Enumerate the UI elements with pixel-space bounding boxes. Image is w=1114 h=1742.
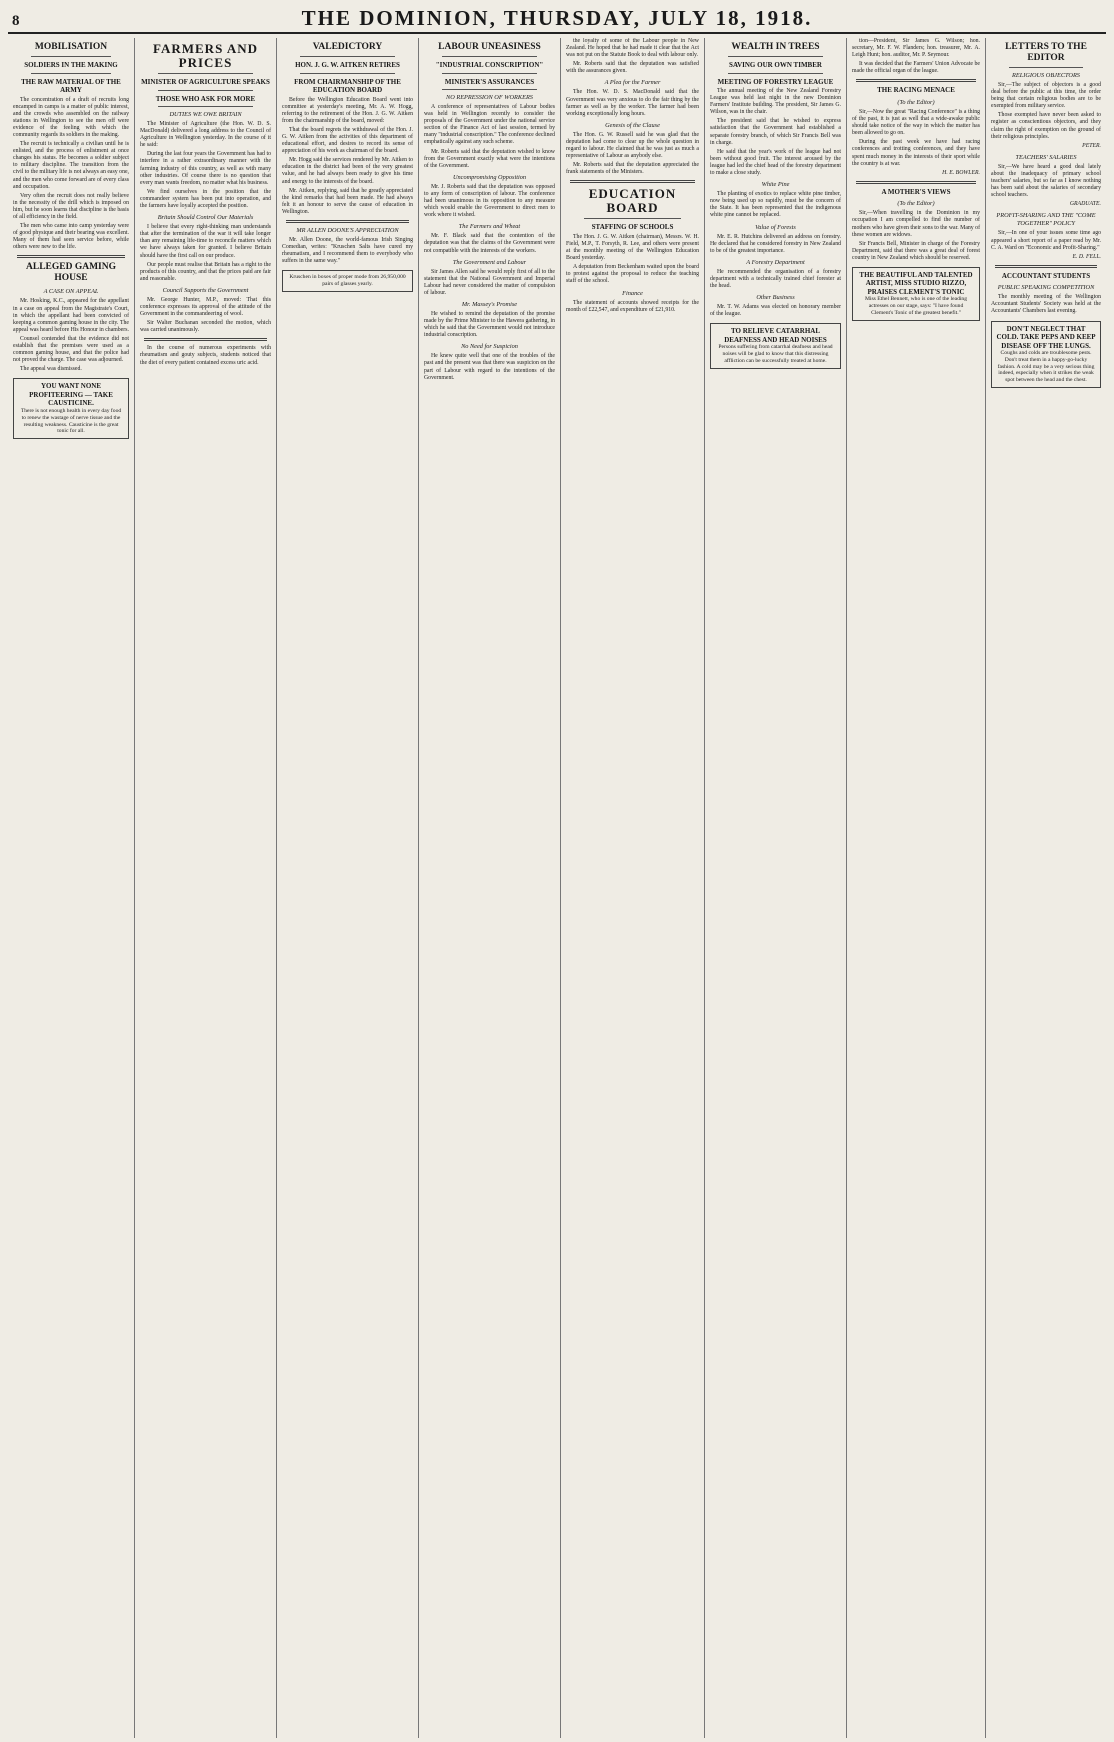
column-3 bbox=[277, 38, 419, 1738]
section-heading: PROFIT-SHARING AND THE "COME TOGETHER" POLICY bbox=[996, 212, 1096, 228]
subhead: SAVING OUR OWN TIMBER bbox=[729, 61, 822, 69]
subhead: (To the Editor) bbox=[897, 200, 935, 208]
advertisement bbox=[852, 267, 980, 321]
section-heading: Finance bbox=[622, 289, 643, 297]
article-paragraph: Mr. Roberts said that the deputation wished to know from the Government exactly what were the intentions of the Government. bbox=[424, 148, 555, 169]
subhead: DUTIES WE OWE BRITAIN bbox=[169, 111, 242, 118]
article-paragraph: I believe that every right-thinking man understands that after the termination of the war it will take longer than any remaining life-time to reconcile matters which we have always taken for granted. I believe Britain should have the first call on our produce. bbox=[140, 224, 271, 259]
advertisement-body: Persons suffering from catarrhal deafness and head noises will be glad to know that this distressing affliction can be successfully treated at home. bbox=[718, 344, 833, 364]
advertisement-body: Miss Ethel Bennett, who is one of the leading actresses on our stage, says: "I have found Clement's Tonic of the greatest benefit." bbox=[864, 296, 968, 317]
article-paragraph: We find ourselves in the position that the commandeer system has been put into operation, and the farmers have loyally accepted the position. bbox=[140, 188, 271, 210]
article-paragraph: The appeal was dismissed. bbox=[20, 366, 82, 373]
article-paragraph: Mr. E. R. Hutchins delivered an address on forestry. He declared that he considered forestry in New Zealand to be of the greatest importance. bbox=[710, 233, 841, 254]
advertisement-body: Kruschen in boxes of proper mode from 26,950,000 pairs of glasses yearly. bbox=[289, 274, 406, 288]
article-paragraph: A conference of representatives of Labour bodies was held in Wellington recently to consider the proposals of the Government under the national service section of the Finance Act of last session, termed by many "industrial conscription." The conference declined emphatically against any such scheme. bbox=[424, 104, 555, 146]
headline-racing-menace: THE RACING MENACE bbox=[877, 86, 955, 95]
subhead: NO REPRESSION OF WORKERS bbox=[446, 94, 533, 101]
article-paragraph: The recruit is technically a civilian until he is enlisted, and the process of enlistment at once changes his status. He becomes a soldier subject to military discipline. The transition from the civil to the military life is not always an easy one, and the men who come forward are of every class and occupation. bbox=[13, 141, 129, 190]
article-paragraph: It was decided that the Farmers' Union Advocate be made the official organ of the league. bbox=[852, 61, 980, 75]
article-paragraph: Mr. J. Roberts said that the deputation was opposed to any form of conscription of labour. The conference had been unanimous in its opposition to any measure which would enable the Government to direct men to work where it wished. bbox=[424, 183, 555, 219]
subhead: MEETING OF FORESTRY LEAGUE bbox=[717, 77, 834, 86]
section-heading: Value of Forests bbox=[755, 223, 796, 231]
headline-farmers-prices: FARMERS AND PRICES bbox=[152, 41, 258, 70]
letter-signature: PETER. bbox=[1082, 142, 1101, 149]
column-7 bbox=[847, 38, 986, 1738]
subhead: HON. J. G. W. AITKEN RETIRES bbox=[295, 61, 400, 69]
letter-signature: GRADUATE. bbox=[1069, 201, 1101, 208]
headline-education-board: EDUCATION BOARD bbox=[588, 186, 677, 216]
article-paragraph: Sir Walter Buchanan seconded the motion, which was carried unanimously. bbox=[140, 320, 271, 334]
masthead bbox=[8, 6, 1106, 34]
article-paragraph: Mr. Hosking, K.C., appeared for the appellant in a case on appeal from the Magistrate's Court, in which the appellant had been convicted of keeping a common gaming house in the city. The appeal was heard before His Honour in chambers. bbox=[13, 298, 129, 333]
article-paragraph: A deputation from Beckenham waited upon the board to protest against the proposal to reduce the teaching staff of the school. bbox=[566, 264, 699, 285]
article-paragraph: The statement of accounts showed receipts for the month of £22,547, and expenditure of £21,910. bbox=[566, 299, 699, 313]
article-paragraph: The president said that he wished to express satisfaction that the Government had established a separate forestry branch, of which Sir Francis Bell was in charge. bbox=[710, 118, 841, 146]
article-paragraph: Sir,—The subject of objectors is a good deal before the public at this time, the order being that certain religious bodies are to be exempted from military service. bbox=[991, 82, 1101, 110]
column-5 bbox=[561, 38, 705, 1738]
advertisement bbox=[13, 378, 129, 439]
section-heading: No Need for Suspicion bbox=[461, 343, 518, 351]
article-paragraph: Sir,—We have heard a good deal lately about the inadequacy of primary school teachers' salaries, but so far as I know nothing has been said about the salaries of secondary school teachers. bbox=[991, 163, 1101, 199]
advertisement-body: Coughs and colds are troublesome pests. Don't treat them in a happy-go-lucky fashion. A cold may be a very serious thing indeed, especially when it strikes the weak spot between the head and the chest. bbox=[997, 350, 1095, 384]
article-paragraph: Mr. Aitken, replying, said that he greatly appreciated the kind remarks that had been made. He had always felt it an honour to serve the cause of education in Wellington. bbox=[282, 187, 413, 215]
article-paragraph: Mr. George Hunter, M.P., moved: That this conference expresses its approval of the attitude of the Government in the commandeering of wool. bbox=[140, 296, 271, 318]
article-paragraph: The annual meeting of the New Zealand Forestry League was held last night in the new Dominion Farmers' Institute building. The president, Sir James G. Wilson, was in the chair. bbox=[710, 88, 841, 116]
subhead: RELIGIOUS OBJECTORS bbox=[1012, 72, 1080, 79]
article-paragraph: The concentration of a draft of recruits long encamped in camps is a matter of public interest, and the crowds who assembled on the railway stations in Wellington to see the men off were evidence of the feeling with which the community regards its soldiers in the making. bbox=[13, 96, 129, 138]
section-heading: Britain Should Control Our Materials bbox=[157, 214, 254, 222]
article-paragraph: Sir,—Now the great "Racing Conference" is a thing of the past, it is just as well that a wide-awake public should take notice of the way in which the matter has been allowed to go on. bbox=[852, 108, 980, 137]
article-paragraph: He knew quite well that one of the troubles of the past and the present was that there was suspicion on the part of Labour with regard to the intentions of the Government. bbox=[424, 353, 555, 381]
subhead: "INDUSTRIAL CONSCRIPTION" bbox=[435, 61, 544, 69]
advertisement-title: YOU WANT NONE PROFITEERING — TAKE CAUSTICINE. bbox=[29, 382, 113, 408]
section-heading: A Forestry Department bbox=[746, 258, 805, 266]
advertisement-title: THE BEAUTIFUL AND TALENTED ARTIST, MISS STUDIO RIZZO, PRAISES CLEMENT'S TONIC bbox=[859, 270, 973, 296]
article-paragraph: Mr. T. W. Adams was elected on honorary member of the league. bbox=[710, 304, 841, 318]
letter-signature: H. E. BOWLER. bbox=[942, 169, 980, 176]
article-paragraph: The Hon. J. G. W. Aitken (chairman), Messrs. W. H. Field, M.P., T. Forsyth, R. Lee, and others were present at the monthly meeting of the Wellington Education Board yesterday. bbox=[566, 233, 699, 262]
subhead: (To the Editor) bbox=[897, 98, 935, 106]
headline-wealth-in-trees: WEALTH IN TREES bbox=[731, 42, 820, 52]
article-paragraph: Very often the recruit does not really believe in the necessity of the drill which is imposed on him, but he soon learns that discipline is the basis of all efficiency in the field. bbox=[13, 192, 129, 220]
article-paragraph: Counsel contended that the evidence did not establish that the premises were used as a common gaming house, and that the police had not proved the charge. The case was adjourned. bbox=[13, 335, 129, 364]
article-paragraph: The monthly meeting of the Wellington Accountant Students' Society was held at the Accountants' Chambers last evening. bbox=[991, 294, 1101, 315]
subhead: PUBLIC SPEAKING COMPETITION bbox=[997, 284, 1095, 292]
column-1 bbox=[8, 38, 135, 1738]
article-paragraph: Sir,—In one of your issues some time ago appeared a short report of a paper read by Mr. C. A. Ward on "Economic and Profit-Sharing." bbox=[991, 230, 1101, 251]
subhead: MINISTER OF AGRICULTURE SPEAKS bbox=[141, 78, 270, 86]
section-heading: Other Business bbox=[756, 294, 795, 302]
columns bbox=[8, 38, 1106, 1738]
article-paragraph: Mr. Roberts said that the deputation appreciated the frank statements of the Ministers. bbox=[566, 162, 699, 176]
subhead: THE RAW MATERIAL OF THE ARMY bbox=[21, 77, 121, 94]
article-paragraph: Mr. Roberts said that the deputation was satisfied with the assurances given. bbox=[566, 61, 699, 75]
article-paragraph: Sir James Allen said he would reply first of all to the statement that the National Government and Imperial Labour had never considered the matter of compulsion of labour. bbox=[424, 268, 555, 296]
article-paragraph: The Hon. G. W. Russell said he was glad that the deputation had come to clear up the whole question in regard to labour. He claimed that he was just as much a representative of Labour as anybody else. bbox=[566, 131, 699, 160]
subhead: FROM CHAIRMANSHIP OF THE EDUCATION BOARD bbox=[294, 77, 401, 94]
section-heading: The Government and Labour bbox=[452, 258, 527, 266]
advertisement bbox=[282, 270, 413, 292]
section-heading: The Farmers and Wheat bbox=[458, 223, 521, 231]
column-4 bbox=[419, 38, 561, 1738]
section-heading: Mr. Massey's Promise bbox=[461, 300, 518, 308]
letter-signature: E. D. FELL. bbox=[1072, 253, 1101, 260]
page-number: 8 bbox=[12, 13, 20, 29]
advertisement-body: There is not enough health in every day food to renew the wastage of nerve tissue and the resulting weakness. Causticine is the great tonic for all. bbox=[20, 407, 122, 435]
article-paragraph: Sir Francis Bell, Minister in charge of the Forestry Department, said that there was a great deal of forest country in New Zealand which should be reserved. bbox=[852, 240, 980, 261]
section-heading: TEACHERS' SALARIES bbox=[1015, 153, 1077, 161]
subhead: A CASE ON APPEAL bbox=[43, 288, 99, 296]
newspaper-title: THE DOMINION, THURSDAY, JULY 18, 1918. bbox=[301, 6, 813, 30]
subhead: THOSE WHO ASK FOR MORE bbox=[155, 94, 256, 103]
headline-labour-uneasiness: LABOUR UNEASINESS bbox=[438, 42, 541, 52]
section-heading: Uncompromising Opposition bbox=[452, 173, 527, 181]
headline-gaming-house: ALLEGED GAMING HOUSE bbox=[26, 262, 116, 284]
article-paragraph: During the last four years the Government has had to interfere in a rather extraordinary manner with the farming industry of this country, as well as with many other industries. Of course there is no question that every man wants freedom, no matter what his business. bbox=[140, 151, 271, 186]
article-paragraph: That the board regrets the withdrawal of the Hon. J. G. W. Aitken from the activities of this department of educational effort, and desires to record its sense of appreciation of his work as chairman of the board. bbox=[282, 126, 413, 155]
section-heading: A Plea for the Farmer bbox=[604, 79, 661, 87]
advertisement bbox=[991, 321, 1101, 388]
article-paragraph: Those exempted have never been asked to register as conscientious objectors, and they claim the right of exemption on the ground of their religious principles. bbox=[991, 112, 1101, 140]
article-paragraph: During the past week we have had racing conferences and trotting conferences, and they have spent much money in the interests of their sport while the country is at war. bbox=[852, 139, 980, 167]
article-paragraph: Before the Wellington Education Board went into committee at yesterday's meeting, Mr. A. W. Hogg, referring to the retirement of the Hon. J. G. W. Aitken from the chairmanship of the board, moved: bbox=[282, 96, 413, 124]
article-paragraph: Mr. Hogg said the services rendered by Mr. Aitken to education in the district had been of the very greatest value, and he had always been ready to give his time and energy to the interests of the board. bbox=[282, 157, 413, 185]
article-paragraph: In the course of numerous experiments with rheumatism and gouty subjects, students noticed that the diet of every patient contained excess uric acid. bbox=[140, 345, 271, 366]
article-paragraph: The men who came into camp yesterday were of good physique and their bearing was excellent. Many of them had seen service before, while others were new to the life. bbox=[13, 223, 129, 251]
section-heading: MR ALLEN DOONE'S APPRECIATION bbox=[296, 227, 399, 234]
article-paragraph: Mr. F. Black said that the contention of the deputation was that the claims of the Government were not compatible with the interests of the workers. bbox=[424, 233, 555, 254]
headline-mothers-views: A MOTHER'S VIEWS bbox=[881, 187, 951, 196]
headline-accountant-students: ACCOUNTANT STUDENTS bbox=[1001, 271, 1091, 280]
advertisement bbox=[710, 323, 841, 368]
headline-letters-to-editor: LETTERS TO THE EDITOR bbox=[1005, 42, 1087, 63]
section-heading: Council Supports the Government bbox=[162, 286, 249, 294]
article-paragraph: He wished to remind the deputation of the promise made by the Prime Minister to the Hawera gathering, in which he said that the Government would not introduce industrial conscription. bbox=[424, 310, 555, 339]
article-paragraph: Our people must realise that Britain has a right to the products of this country, and that the prices paid are fair and reasonable. bbox=[140, 261, 271, 282]
column-8 bbox=[986, 38, 1106, 1738]
article-paragraph: Sir,—When travelling in the Dominion in my occupation I am compelled to find the number of mothers who have given their sons to the war. Many of these women are widows. bbox=[852, 210, 980, 238]
headline-valedictory: VALEDICTORY bbox=[312, 42, 383, 52]
subhead: MINISTER'S ASSURANCES bbox=[444, 77, 535, 86]
article-paragraph: the loyalty of some of the Labour people in New Zealand. He hoped that he had made it clear that the Act was not put on the Statute Book to deal with labour only. bbox=[566, 38, 699, 59]
article-paragraph: The planting of exotics to replace white pine timber, now being used up so rapidly, must be the concern of the State. It has been represented that the indigenous white pine cannot be replaced. bbox=[710, 191, 841, 219]
section-heading: Genesis of the Clause bbox=[605, 121, 660, 129]
advertisement-title: DON'T NEGLECT THAT COLD. TAKE PEPS AND KEEP DISEASE OFF THE LUNGS. bbox=[996, 324, 1096, 350]
article-paragraph: Mr. Allen Doone, the world-famous Irish Singing Comedian, writes: "Kruschen Salts have cured my rheumatism, and I recommend them to everybody who suffers in the same way." bbox=[282, 237, 413, 265]
subhead: SOLDIERS IN THE MAKING bbox=[24, 61, 118, 69]
article-paragraph: tion—President, Sir James G. Wilson; hon. secretary, Mr. F. W. Flanders; hon. treasurer, Mr. A. Leigh Hunt; hon. auditor, Mr. P. Seymour. bbox=[852, 38, 980, 59]
column-2 bbox=[135, 38, 277, 1738]
article-paragraph: He recommended the organisation of a forestry department with a technically trained chief forester at the head. bbox=[710, 268, 841, 289]
article-paragraph: The Minister of Agriculture (the Hon. W. D. S. MacDonald) delivered a long address to the Council of Agriculture in Wellington yesterday. In the course of it he said: bbox=[140, 121, 271, 149]
article-paragraph: The Hon. W. D. S. MacDonald said that the Government was very anxious to do the fair thing by the farmer as well as by the worker. The farmer had been working exceptionally long hours. bbox=[566, 89, 699, 117]
section-heading: White Pine bbox=[761, 181, 790, 189]
article-paragraph: He said that the year's work of the league had not been without good fruit. The interest aroused by the league had led the chief head of the forestry department to make a close study. bbox=[710, 148, 841, 177]
column-6 bbox=[705, 38, 847, 1738]
advertisement-title: TO RELIEVE CATARRHAL DEAFNESS AND HEAD NOISES bbox=[724, 327, 827, 344]
headline-mobilisation: MOBILISATION bbox=[34, 42, 108, 52]
subhead: STAFFING OF SCHOOLS bbox=[591, 223, 674, 232]
